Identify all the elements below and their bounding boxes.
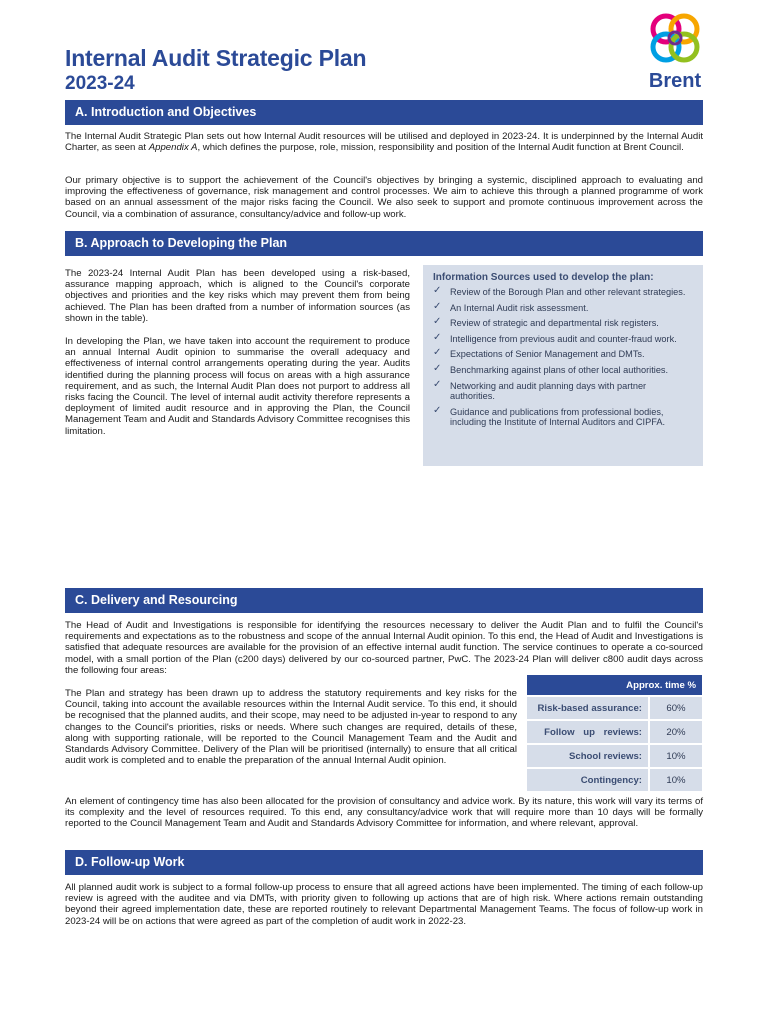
information-sources-list — [433, 287, 693, 428]
list-item — [433, 378, 693, 402]
table-cell-value: 20% — [650, 721, 702, 745]
list-item — [433, 331, 693, 345]
resource-allocation-table — [527, 675, 702, 793]
checkmark-icon: ✓ — [433, 378, 442, 390]
table-cell-label: School reviews: — [527, 745, 650, 769]
section-b-paragraph-1: The 2023-24 Internal Audit Plan has been developed using a risk-based, assurance mapping approach, which is aligned to the Council's corporate objectives and priorities and the key risks which may prevent them from being achieved. The Plan has been drafted from a number of information sources (as shown in the table). — [65, 268, 410, 324]
list-item-text: Review of strategic and departmental risk registers. — [450, 318, 659, 329]
page-title: Internal Audit Strategic Plan — [65, 45, 367, 71]
table-cell-value: 10% — [650, 745, 702, 769]
table-cell-value: 60% — [650, 697, 702, 721]
logo-text: Brent — [648, 70, 702, 92]
checkmark-icon: ✓ — [433, 404, 442, 416]
table-cell-label: Contingency: — [527, 769, 650, 793]
table-row — [527, 769, 702, 793]
section-a-p1-text-end: , which defines the purpose, role, mission, responsibility and position of the Internal Audit function at Brent Council. — [197, 142, 684, 154]
brent-logo-mark — [644, 12, 706, 70]
brent-logo — [644, 12, 706, 92]
information-sources-title: Information Sources used to develop the plan: — [433, 272, 654, 283]
section-b-paragraph-2: In developing the Plan, we have taken into account the requirement to produce an annual Internal Audit opinion to summarise the overall adequacy and effectiveness of internal control arrangements operating during the year. Audits identified during the planning process will focus on areas with a high assurance requirement, and as such, the Internal Audit Plan does not purport to address all risks facing the Council. The level of internal audit activity therefore represents a deployment of limited audit resource and in approving the Plan, the Council Management Team and Audit and Standards Advisory Committee recognises this limitation. — [65, 336, 410, 437]
section-a-paragraph-2: Our primary objective is to support the achievement of the Council's objectives by bringing a systemic, disciplined approach to evaluating and improving the effectiveness of governance, risk management and control processes. We aim to achieve this through a planned programme of work based on an annual assessment of the major risks facing the Council. We also seek to support and promote continuous improvement across the Council, via a combination of assurance, consultancy/advice and follow-up work. — [65, 175, 703, 220]
list-item — [433, 287, 693, 298]
table-cell-value: 10% — [650, 769, 702, 793]
page-subtitle: 2023-24 — [65, 73, 135, 94]
checkmark-icon: ✓ — [433, 300, 442, 312]
table-row — [527, 721, 702, 745]
checkmark-icon: ✓ — [433, 347, 442, 359]
appendix-a-reference: Appendix A — [148, 142, 198, 154]
table-row — [527, 745, 702, 769]
list-item-text: Benchmarking against plans of other local authorities. — [450, 364, 669, 375]
section-c-paragraph-2: The Plan and strategy has been drawn up to address the statutory requirements and key risks for the Council, taking into account the available resources within the Internal Audit service. To this end, it should be recognised that the planned audits, and their scope, may need to be adjusted in-year to respond to any changes to the Council's priorities, risks or needs. Where such changes are required, details of these, along with supporting rationale, will be reported to the Council Management Team and the Audit and Standards Advisory Committee. Delivery of the Plan will be prioritised (internally) to ensure that all critical audit work is completed and to enable the preparation of the annual Internal Audit opinion. — [65, 688, 517, 767]
section-d-heading: D. Follow-up Work — [65, 850, 703, 875]
list-item-text: Intelligence from previous audit and counter-fraud work. — [450, 333, 677, 344]
list-item-text: Review of the Borough Plan and other relevant strategies. — [450, 287, 686, 297]
section-a-p1-text: The Internal Audit Strategic Plan sets out how Internal Audit resources will be utilised and deployed in 2023-24. It is underpinned by the Internal Audit Charter, as seen at — [65, 131, 703, 154]
checkmark-icon: ✓ — [433, 285, 442, 296]
section-a-heading: A. Introduction and Objectives — [65, 100, 703, 125]
section-c-heading: C. Delivery and Resourcing — [65, 588, 703, 613]
section-c-paragraph-3: An element of contingency time has also been allocated for the provision of consultancy and advice work. By its nature, this work will vary its terms of its complexity and the level of resources required. To this end, any consultancy/advice work that will require more than 10 days will be formally reported to the Council Management Team and Audit and Standards Advisory Committee for information, and where relevant, approval. — [65, 796, 703, 830]
section-c-paragraph-1: The Head of Audit and Investigations is responsible for identifying the resources necessary to deliver the Audit Plan and to fulfil the Council's requirements and expectations as to the robustness and scope of the annual Internal Audit opinion. To this end, the Head of Audit and Investigations is satisfied that adequate resources are available for the provision of an effective internal audit function. The service continues to operate a co-sourced model, with a small portion of the Plan (c200 days) delivered by our co-sourced partner, PwC. The 2023-24 Plan will deliver c800 audit days across the following four areas: — [65, 620, 703, 676]
table-row — [527, 697, 702, 721]
table-cell-label: Follow up reviews: — [527, 721, 650, 745]
checkmark-icon: ✓ — [433, 316, 442, 328]
list-item — [433, 362, 693, 376]
list-item — [433, 404, 693, 428]
list-item — [433, 318, 693, 329]
section-b-heading: B. Approach to Developing the Plan — [65, 231, 703, 256]
list-item — [433, 349, 693, 360]
section-a-paragraph-1 — [65, 131, 703, 153]
table-header-time: Approx. time % — [527, 675, 702, 697]
checkmark-icon: ✓ — [433, 362, 442, 374]
list-item-text: Expectations of Senior Management and DMTs. — [450, 349, 645, 360]
list-item-text: An Internal Audit risk assessment. — [450, 302, 589, 313]
list-item — [433, 300, 693, 314]
checkmark-icon: ✓ — [433, 331, 442, 343]
list-item-text: Guidance and publications from professional bodies, including the Institute of Internal Auditors and CIPFA. — [450, 406, 666, 428]
section-d-paragraph-1: All planned audit work is subject to a formal follow-up process to ensure that all agreed actions have been implemented. The timing of each follow-up review is agreed with the auditee and via DMTs, with priority given to following up actions that are of high risk. Where actions remain outstanding beyond their agreed implementation date, these are reported routinely to relevant Departmental Management Teams. The focus of follow-up work in 2023-24 will be on actions that were agreed as part of the completion of audit work in 2022-23. — [65, 882, 703, 927]
table-cell-label: Risk-based assurance: — [527, 697, 650, 721]
information-sources-box — [423, 265, 703, 466]
list-item-text: Networking and audit planning days with partner authorities. — [450, 380, 647, 402]
table-header-row — [527, 675, 702, 697]
